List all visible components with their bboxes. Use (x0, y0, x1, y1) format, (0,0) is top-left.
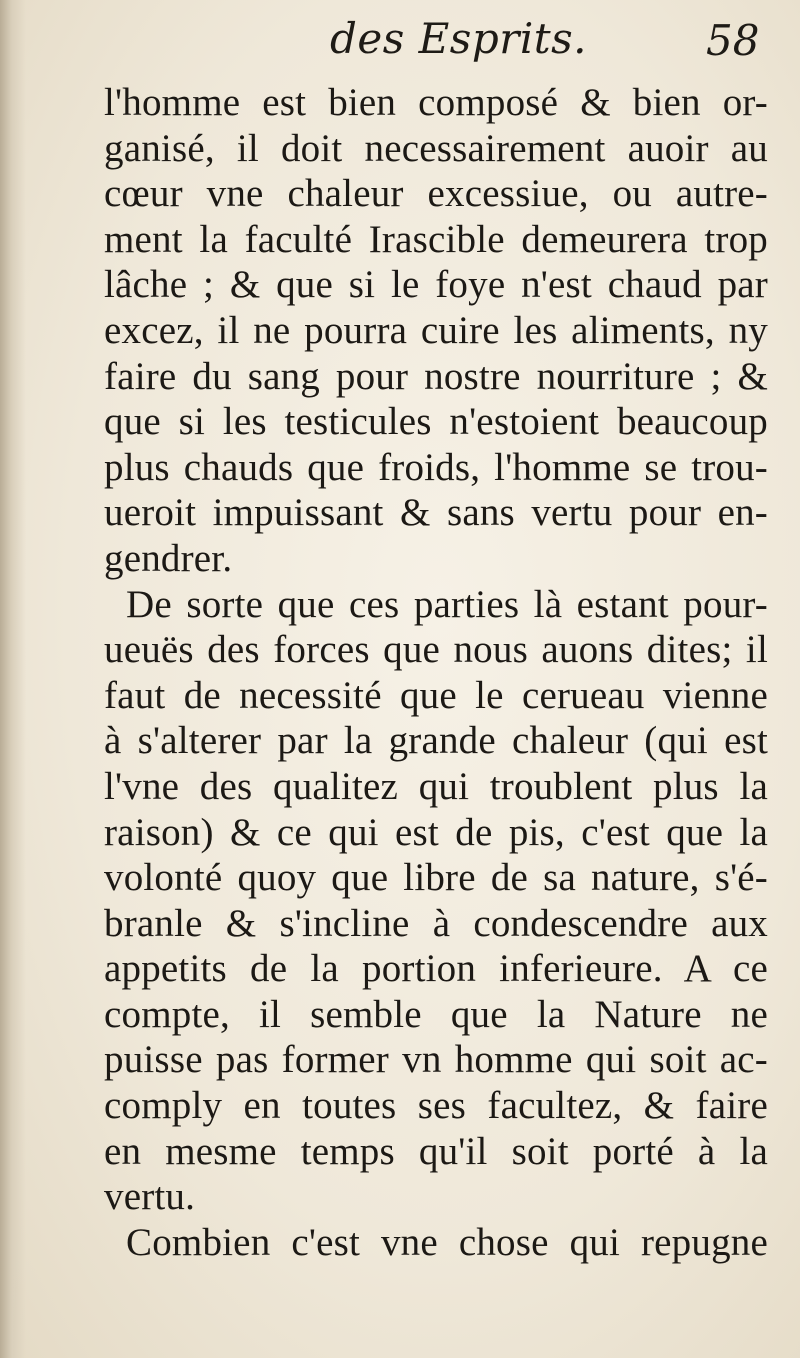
paragraph (104, 80, 768, 582)
text-line: faut de necessité que le cerueau vienne (104, 673, 768, 717)
text-line: raison) & ce qui est de pis, c'est que la (104, 810, 768, 854)
body-text (104, 80, 768, 1265)
text-line: ueroit impuissant & sans vertu pour en- (104, 491, 768, 535)
text-line: De sorte que ces parties là estant pour- (126, 582, 768, 626)
text-line: l'vne des qualitez qui troublent plus la (104, 764, 768, 808)
text-line: appetits de la portion inferieure. A ce (104, 947, 768, 991)
text-line: comply en toutes ses facultez, & faire (104, 1084, 768, 1128)
text-line: à s'alterer par la grande chaleur (qui est (104, 719, 768, 763)
text-line: lâche ; & que si le foye n'est chaud par (104, 263, 768, 307)
page-number: 58 (706, 16, 760, 65)
text-line: gendrer. (104, 536, 233, 580)
text-line: que si les testicules n'estoient beaucoup (104, 400, 768, 444)
text-line: plus chauds que froids, l'homme se trou- (104, 445, 768, 489)
text-line: faire du sang pour nostre nourriture ; & (104, 354, 768, 398)
text-line: vertu. (104, 1175, 196, 1219)
running-head (0, 14, 800, 80)
text-line: puisse pas former vn homme qui soit ac- (104, 1038, 768, 1082)
text-line: ment la faculté Irascible demeurera trop (104, 217, 768, 261)
text-line: en mesme temps qu'il soit porté à la (104, 1129, 768, 1173)
text-line: cœur vne chaleur excessiue, ou autre- (104, 172, 768, 216)
text-line: ganisé, il doit necessairement auoir au (104, 126, 768, 170)
text-line: Combien c'est vne chose qui repugne (126, 1220, 768, 1264)
page-gutter-shadow (0, 0, 26, 1358)
text-line: l'homme est bien composé & bien or- (104, 81, 768, 124)
text-line: branle & s'incline à condescendre aux (104, 901, 768, 945)
text-line: excez, il ne pourra cuire les aliments, ny (104, 308, 768, 352)
text-line: compte, il semble que la Nature ne (104, 992, 768, 1036)
paragraph (104, 582, 768, 1220)
running-head-title: des Esprits. (330, 14, 588, 63)
text-line: volonté quoy que libre de sa nature, s'é- (104, 856, 768, 900)
text-line: ueuës des forces que nous auons dites; il (104, 628, 768, 672)
paragraph (104, 1220, 768, 1266)
